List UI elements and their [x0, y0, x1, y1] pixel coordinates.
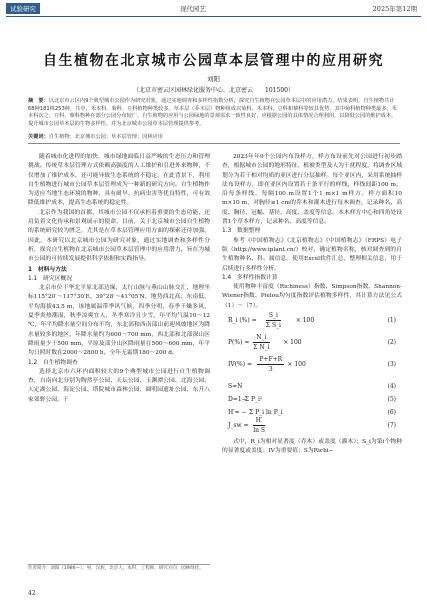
formula-lhs: R_i (%) = [228, 317, 257, 325]
abstract-label: 摘 要： [28, 98, 49, 104]
formula-fraction [253, 333, 269, 353]
subsection-heading: 1.4 多样性指数计算 [222, 274, 278, 281]
formula-numerator: P+F+R [257, 355, 284, 365]
paragraph: 选择北京市六环内面积较大的9个典型城市公园进行自生植物调查，自南向北分别为陶然亭公园、天坛公园、玉渊潭公园、北海公园、人定湖公园、海淀公园、塔院城市森林公园、圆明园遗址公园、东升八家郊野公园。于 [28, 368, 210, 403]
keywords-text: 自生植物；北京城市公园；草本层管理；园林应用 [48, 134, 163, 140]
formula-numerator: S_i [266, 311, 281, 321]
subsection-heading: 1.2 自生植物调查 [28, 359, 78, 366]
issue-number: 2025年第12期 [372, 5, 417, 13]
formula-denominator: Σ S_i [265, 322, 281, 330]
closing-paragraph: 式中，R_i为相对显著度（乔木）或盖度（灌木）；S_i为第i个物种的显著度或盖度；IV为重要值；S为Richi− [222, 439, 402, 455]
formula-fraction [266, 311, 281, 331]
paragraph: 北京市位于华北平原北部边缘，太行山脉与燕山山脉交汇，地理坐标115°20′～117°30′E、39°28′～41°05′N，地势西北高、东南低，平均海拔43.5 m，该地属温带季风气候，四季分明，春季干燥多风，夏季炎热潮湿，秋季凉爽宜人，冬季寒冷且少雪，年平均气温10～12 ℃，年平均降水量空间分布不均，东北部和西南部山前迎风坡地区为降水量较多的地区，年降水量约为600～700 mm，西北部和北部深山区降雨量少于500 mm，平原及部分山区降雨量在500～600 mm，年平均日照时数在2000～2800 h，全年无霜期180～200 d。 [28, 285, 210, 357]
formula-rhs: × 100 [287, 361, 306, 369]
formula-lhs: IV(%) = [228, 361, 253, 369]
formula [222, 333, 402, 355]
page-number: 42 [28, 590, 36, 597]
article-author: 刘阳 [207, 75, 220, 83]
formula-rhs: Σ P_i ln P_i [249, 409, 283, 417]
paragraph: 使用物种丰富度（Richiness）指数、Simpson指数、Shannon-Wiener指数、Pielou均匀度指数评估植物多样性，其计算方法见公式（1）～（7）。 [222, 284, 402, 309]
subsection-heading: 1.3 数据整理 [222, 228, 261, 235]
abstract [28, 98, 400, 128]
footnote: 作者简介：刘阳（1986—），男，汉族，北京人，本科，工程师，研究方向：园林绿化。 [28, 564, 210, 572]
formula-denominator: Σ N_i [253, 344, 270, 352]
subsection-heading: 1.1 研究区概况 [28, 275, 73, 282]
formula-lhs: S=N [228, 383, 243, 391]
formula [222, 311, 402, 333]
page-header [0, 0, 427, 15]
keywords-label: 关键词： [28, 134, 49, 140]
formula-rhs: Σ P_i² [244, 396, 263, 404]
formula-lhs: D=1− [228, 396, 247, 404]
formula [222, 377, 402, 390]
formula-lhs: H′= − [228, 409, 247, 417]
formula [222, 355, 402, 377]
formula-denominator: ln S [253, 427, 265, 435]
journal-name: 现代园艺 [180, 5, 206, 13]
formula-fraction [253, 416, 265, 436]
formula-lhs: P(%) = [228, 339, 250, 347]
formula-number: (5) [387, 396, 396, 404]
formula-lhs: J_sw = [228, 422, 249, 430]
formula [222, 390, 402, 403]
formula-numerator: H′ [253, 416, 265, 426]
keywords [28, 134, 400, 142]
formula-number: (1) [387, 317, 396, 325]
formula-numerator: N_i [253, 333, 269, 343]
formula-number: (3) [387, 361, 396, 369]
formula-number: (6) [387, 409, 396, 417]
paragraph: 北京作为我国的首都，其城市公园不仅承担着重要的生态功能，还肩负着文化传承和景观展示的使命。目前，关于北京城市公园自生植物的系统研究较为匮乏，尤其是在草本层管理应用方面的探索还待加强。因此，本研究以北京城市公园为研究对象，通过实地调查和多样性分析，探究自生植物在北京城市公园草本层管理中的应用潜力，旨在为城市公园的可持续发展提供科学依据和实践指导。 [28, 209, 210, 263]
section-heading: 1 材料与方法 [28, 266, 67, 273]
formula-number: (7) [387, 422, 396, 430]
abstract-divider [28, 143, 400, 144]
paragraph: 随着城市化进程的加快，城市绿地面临日益严峻的生态压力和管理挑战。传统草本层管理方式依赖高强度的人工维护和引进外来物种，不仅增加了维护成本，还可能导致生态系统的不稳定。在此背景下，利用自生植物进行城市公园草本层管理成为一种新的研究方向。自生植物作为适应当地生态环境的物种，具有耐旱、抗病虫害等优良特性，可有效降低维护成本，提高生态系统的稳定性。 [28, 154, 210, 207]
abstract-text: 以北京市云区内9个典型城市公园作为研究对象，通过实地调查和多样性指数分析，探究自生植物在公园草本层中的应用潜力。结果表明，自生植物共计68种181株253种，共中，禾本科、菊科、豆科植物种类较多。草本层（乔木层）物种组成以菊科、禾本科、豆科和藜科等较具优势，其中菊科植物种类最多，禾本科次之；豆科、藜科物种在部分公园分布较广。自生植物的应用与公园绿地的景观需求一致性良好，应根据公园的具体情况合理利用，以降低公园的维护成本，提升城市公园草本层的生物多样性，并为北京城市公园草本层管理提供参考。 [28, 98, 397, 127]
header-rule [6, 16, 421, 17]
formula [222, 403, 402, 416]
formula-rhs: × 100 [283, 339, 302, 347]
right-column [222, 153, 402, 457]
formula-fraction [257, 355, 284, 375]
article-affiliation: （北京市密云区园林绿化服务中心，北京密云 101500） [133, 87, 294, 94]
left-column [28, 153, 210, 405]
formula-number: (4) [387, 383, 396, 391]
paragraph: 参考《中国植物志》《北京植物志》《中国植物志》（FRPS）电子版（http://www.iplant.cn/）校对，确定植物名称，核对调查到的自生植物种名、科、属信息。使用Excel软件汇总、整理相关信息，用于后续进行多样性分析。 [222, 237, 402, 272]
formula-denominator: 3 [268, 366, 273, 374]
formula-rhs: × 100 [295, 317, 315, 325]
paragraph: 2023年年9个公园内布设样方，样方布设前先对公园进行初步踏查，根据城市公园的地形特征、植被类型及人为干扰程度，将调查区域划分为若干相对均质的亚区进行分层抽样。每个亚区内，采用系统抽样法布设样方，即在亚区内设置若干条平行的样线，样线间距100 m，沿每条样线，每隔100 m设置1个1 m×1 m样方。样方面积10 m×10 m，对胸径≥1 cm的乔木和灌木进行每木调查，记录种名、高度、胸径、冠幅、基径、高度、盖度等信息。本木样方中心和四角处设置1个草本样方，记录种名、高度等信息。 [222, 154, 402, 226]
article-title: 自生植物在北京城市公园草本层管理中的应用研究 [43, 53, 384, 69]
formula [222, 416, 402, 438]
formula-number: (2) [387, 339, 396, 347]
section-tag: 试验研究 [6, 3, 40, 14]
